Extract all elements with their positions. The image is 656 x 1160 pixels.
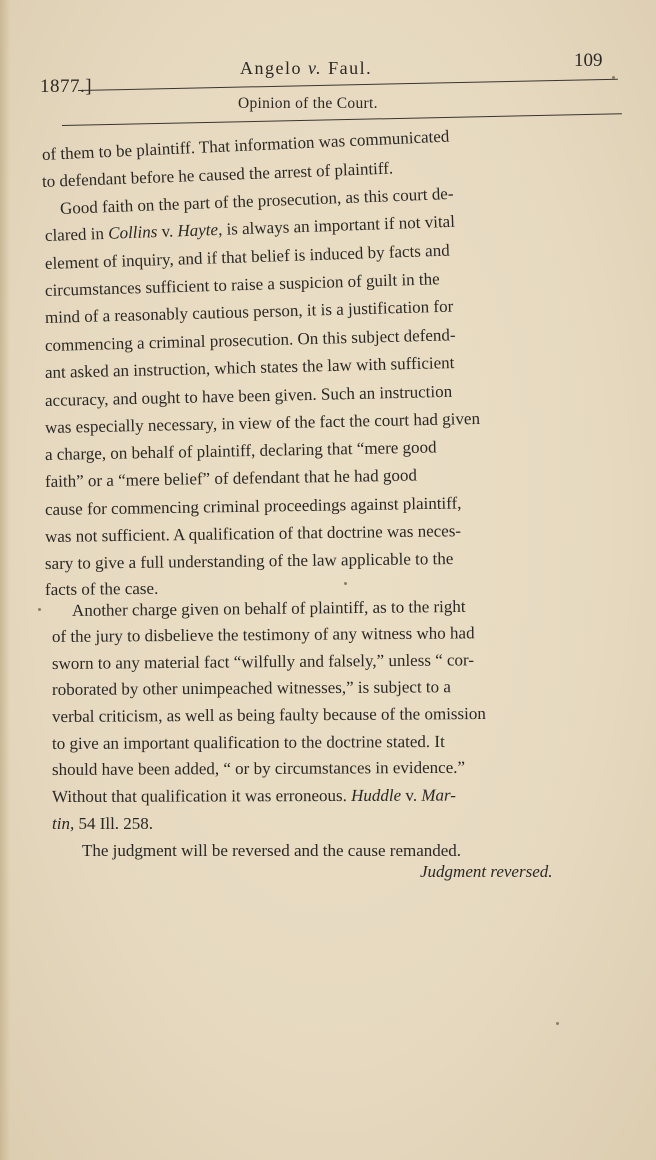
text-line: Good faith on the part of the prosecution, as this court de- (59, 183, 454, 218)
text-line: roborated by other unimpeached witnesses,” is subject to a (51, 677, 451, 699)
text-line: mind of a reasonably cautious person, it is a justification for (44, 296, 454, 327)
case-citation: tin, (52, 814, 75, 833)
case-citation: Collins (107, 222, 158, 243)
text-line: sworn to any material fact “wilfully and falsely,” unless “ cor- (51, 650, 475, 673)
text-line: circumstances sufficient to raise a suspicion of guilt in the (44, 269, 440, 300)
page-blemish (612, 76, 615, 79)
text-span: 54 Ill. 258. (74, 814, 154, 833)
text-line: verbal criticism, as well as being faulty because of the omission (51, 703, 486, 726)
page-blemish (556, 1022, 559, 1025)
text-line: cause for commencing criminal proceedings against plaintiff, (44, 493, 462, 519)
text-line: facts of the case. (44, 578, 159, 599)
text-line: ant asked an instruction, which states the law with sufficient (44, 352, 455, 382)
case-title-versus: v. (308, 58, 323, 78)
text-line: to give an important qualification to the doctrine stated. It (51, 731, 445, 753)
text-span: v. (401, 785, 422, 805)
text-line: was not sufficient. A qualification of that doctrine was neces- (44, 521, 462, 546)
case-citation: Hayte, (177, 219, 223, 241)
text-line: to defendant before he caused the arrest of plaintiff. (41, 158, 394, 191)
text-span: Without that qualification it was erroneous. (51, 785, 352, 806)
text-line: sary to give a full understanding of the law applicable to the (44, 549, 454, 573)
text-line (52, 786, 456, 807)
text-line (52, 814, 153, 834)
case-citation: Mar- (421, 785, 456, 805)
text-line: should have been added, “ or by circumstances in evidence.” (51, 757, 466, 779)
case-title-plaintiff: Angelo (240, 58, 308, 78)
year-label: 1877.] (40, 76, 93, 97)
text-span: v. (156, 221, 178, 242)
text-line: commencing a criminal prosecution. On this subject defend- (44, 325, 456, 355)
text-line: element of inquiry, and if that belief is induced by facts and (44, 240, 450, 273)
text-line: was especially necessary, in view of the fact the court had given (44, 408, 481, 437)
page-blemish (38, 608, 41, 611)
section-heading: Opinion of the Court. (238, 95, 378, 112)
text-line: of the jury to disbelieve the testimony of any witness who had (51, 623, 475, 646)
text-line: of them to be plaintiff. That information was communicated (41, 126, 450, 164)
judgment-line: Judgment reversed. (420, 862, 553, 881)
case-citation: Huddle (351, 785, 402, 805)
text-line: a charge, on behalf of plaintiff, declaring that “mere good (44, 437, 437, 464)
paragraph-first-line: The judgment will be reversed and the cause remanded. (82, 841, 462, 860)
page-number: 109 (574, 50, 603, 71)
page-blemish (344, 582, 347, 585)
text-line: faith” or a “mere belief” of defendant that he had good (44, 465, 418, 491)
text-span: clared in (44, 223, 109, 245)
text-line: accuracy, and ought to have been given. Such an instruction (44, 381, 453, 410)
paragraph-first-line: Another charge given on behalf of plaintiff, as to the right (71, 596, 466, 620)
text-span: is always an important if not vital (221, 211, 456, 239)
case-title-defendant: Faul. (322, 58, 373, 78)
